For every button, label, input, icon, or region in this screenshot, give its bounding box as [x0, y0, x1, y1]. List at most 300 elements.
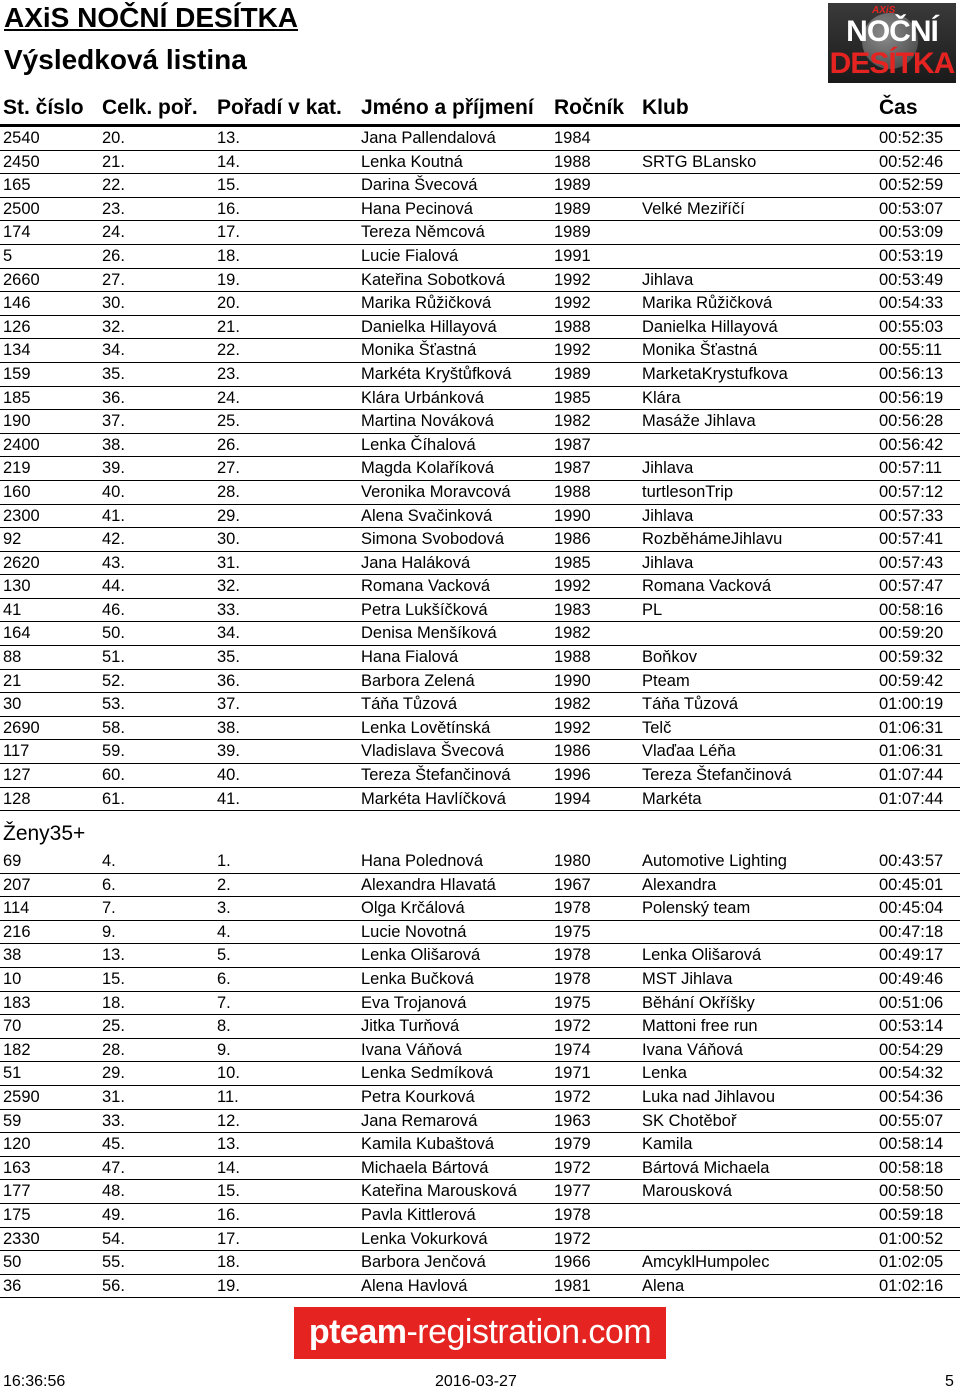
cell-name: Lenka Lovětínská — [361, 718, 491, 737]
cell-club: Jihlava — [642, 506, 694, 525]
cell-overall-rank: 18. — [102, 993, 125, 1012]
header-bib: St. číslo — [3, 96, 84, 119]
cell-overall-rank: 45. — [102, 1135, 125, 1154]
cell-bib: 59 — [3, 1111, 22, 1130]
cell-name: Martina Nováková — [361, 412, 494, 431]
cell-time: 00:57:41 — [879, 530, 944, 549]
cell-category-rank: 39. — [217, 742, 240, 761]
cell-overall-rank: 44. — [102, 577, 125, 596]
table-row — [0, 127, 960, 151]
cell-overall-rank: 52. — [102, 671, 125, 690]
cell-bib: 41 — [3, 600, 22, 619]
cell-overall-rank: 30. — [102, 294, 125, 313]
cell-category-rank: 37. — [217, 695, 240, 714]
cell-time: 00:58:18 — [879, 1158, 944, 1177]
cell-name: Olga Krčálová — [361, 899, 465, 918]
table-row — [0, 850, 960, 874]
cell-year: 1989 — [554, 223, 591, 242]
cell-category-rank: 14. — [217, 152, 240, 171]
cell-bib: 2400 — [3, 435, 40, 454]
cell-club: Lenka Olišarová — [642, 946, 762, 965]
cell-year: 1994 — [554, 789, 591, 808]
cell-club: turtlesonTrip — [642, 482, 734, 501]
cell-name: Hana Pecinová — [361, 199, 473, 218]
cell-name: Michaela Bártová — [361, 1158, 489, 1177]
table-row — [0, 174, 960, 198]
cell-time: 01:07:44 — [879, 789, 944, 808]
cell-bib: 159 — [3, 364, 31, 383]
cell-time: 01:07:44 — [879, 766, 944, 785]
cell-year: 1972 — [554, 1087, 591, 1106]
cell-time: 00:55:07 — [879, 1111, 944, 1130]
cell-year: 1975 — [554, 993, 591, 1012]
cell-year: 1991 — [554, 246, 591, 265]
cell-time: 00:52:46 — [879, 152, 944, 171]
cell-club: Ivana Váňová — [642, 1040, 743, 1059]
table-row — [0, 410, 960, 434]
cell-overall-rank: 23. — [102, 199, 125, 218]
cell-name: Klára Urbánková — [361, 388, 484, 407]
cell-year: 1979 — [554, 1135, 591, 1154]
cell-club: Velké Meziříčí — [642, 199, 745, 218]
cell-club: MarketaKrystufkova — [642, 364, 788, 383]
cell-year: 1989 — [554, 364, 591, 383]
cell-category-rank: 27. — [217, 459, 240, 478]
cell-overall-rank: 15. — [102, 969, 125, 988]
cell-club: Táňa Tůzová — [642, 695, 739, 714]
cell-name: Kamila Kubaštová — [361, 1135, 494, 1154]
cell-bib: 175 — [3, 1205, 31, 1224]
cell-overall-rank: 46. — [102, 600, 125, 619]
cell-time: 00:58:50 — [879, 1182, 944, 1201]
cell-category-rank: 17. — [217, 223, 240, 242]
header-overall-rank: Celk. poř. — [102, 96, 198, 119]
cell-category-rank: 16. — [217, 1205, 240, 1224]
table-row — [0, 552, 960, 576]
cell-club: Monika Šťastná — [642, 341, 758, 360]
cell-club: Bártová Michaela — [642, 1158, 770, 1177]
cell-category-rank: 35. — [217, 648, 240, 667]
cell-name: Lenka Olišarová — [361, 946, 481, 965]
document-subtitle: Výsledková listina — [4, 44, 247, 75]
cell-category-rank: 29. — [217, 506, 240, 525]
cell-category-rank: 21. — [217, 317, 240, 336]
cell-overall-rank: 4. — [102, 852, 116, 870]
category-heading: Ženy35+ — [3, 822, 86, 845]
cell-overall-rank: 60. — [102, 766, 125, 785]
cell-year: 1963 — [554, 1111, 591, 1130]
table-row — [0, 1157, 960, 1181]
cell-bib: 2660 — [3, 270, 40, 289]
cell-category-rank: 34. — [217, 624, 240, 643]
cell-time: 00:55:11 — [879, 341, 943, 360]
cell-category-rank: 4. — [217, 922, 231, 941]
cell-year: 1989 — [554, 199, 591, 218]
cell-club: Pteam — [642, 671, 690, 690]
table-row — [0, 1251, 960, 1275]
cell-bib: 134 — [3, 341, 31, 360]
cell-club: Masáže Jihlava — [642, 412, 756, 431]
cell-name: Darina Švecová — [361, 176, 478, 195]
cell-time: 00:59:20 — [879, 624, 944, 643]
cell-year: 1987 — [554, 435, 591, 454]
cell-category-rank: 26. — [217, 435, 240, 454]
cell-name: Pavla Kittlerová — [361, 1205, 476, 1224]
cell-overall-rank: 33. — [102, 1111, 125, 1130]
cell-name: Petra Kourková — [361, 1087, 475, 1106]
cell-year: 1989 — [554, 176, 591, 195]
cell-year: 1972 — [554, 1229, 591, 1248]
cell-year: 1972 — [554, 1158, 591, 1177]
cell-club: Tereza Štefančinová — [642, 766, 792, 785]
cell-name: Veronika Moravcová — [361, 482, 511, 501]
cell-time: 00:52:59 — [879, 176, 944, 195]
cell-club: PL — [642, 600, 663, 619]
cell-name: Lenka Sedmíková — [361, 1064, 494, 1083]
cell-overall-rank: 51. — [102, 648, 125, 667]
cell-category-rank: 19. — [217, 1276, 240, 1295]
cell-bib: 21 — [3, 671, 22, 690]
cell-bib: 88 — [3, 648, 22, 667]
cell-category-rank: 38. — [217, 718, 240, 737]
cell-name: Monika Šťastná — [361, 341, 477, 360]
cell-name: Jitka Turňová — [361, 1017, 460, 1036]
cell-time: 00:57:43 — [879, 553, 944, 572]
cell-time: 01:00:52 — [879, 1229, 944, 1248]
table-row — [0, 221, 960, 245]
cell-overall-rank: 59. — [102, 742, 125, 761]
table-row — [0, 599, 960, 623]
cell-time: 00:53:07 — [879, 199, 944, 218]
cell-year: 1996 — [554, 766, 591, 785]
cell-bib: 127 — [3, 766, 31, 785]
banner-domain: -registration.com — [406, 1313, 652, 1351]
cell-year: 1972 — [554, 1017, 591, 1036]
cell-bib: 128 — [3, 789, 31, 808]
cell-year: 1987 — [554, 459, 591, 478]
table-row — [0, 198, 960, 222]
cell-year: 1967 — [554, 875, 591, 894]
cell-overall-rank: 43. — [102, 553, 125, 572]
cell-year: 1983 — [554, 600, 591, 619]
cell-name: Lucie Fialová — [361, 246, 459, 265]
cell-year: 1992 — [554, 718, 591, 737]
cell-time: 00:49:46 — [879, 969, 944, 988]
cell-year: 1981 — [554, 1276, 591, 1295]
cell-name: Táňa Tůzová — [361, 695, 458, 714]
cell-club: Marika Růžičková — [642, 294, 773, 313]
cell-category-rank: 19. — [217, 270, 240, 289]
cell-category-rank: 33. — [217, 600, 240, 619]
table-row — [0, 622, 960, 646]
cell-name: Markéta Kryštůfková — [361, 364, 512, 383]
cell-overall-rank: 53. — [102, 695, 125, 714]
cell-bib: 219 — [3, 459, 31, 478]
table-row — [0, 874, 960, 898]
cell-category-rank: 31. — [217, 553, 240, 572]
cell-overall-rank: 47. — [102, 1158, 125, 1177]
cell-overall-rank: 29. — [102, 1064, 125, 1083]
cell-club: Alena — [642, 1276, 685, 1295]
cell-category-rank: 7. — [217, 993, 231, 1012]
cell-time: 00:49:17 — [879, 946, 944, 965]
cell-category-rank: 24. — [217, 388, 240, 407]
cell-club: Jihlava — [642, 459, 694, 478]
cell-year: 1978 — [554, 969, 591, 988]
cell-overall-rank: 39. — [102, 459, 125, 478]
cell-year: 1977 — [554, 1182, 591, 1201]
cell-overall-rank: 7. — [102, 899, 116, 918]
cell-name: Lenka Bučková — [361, 969, 474, 988]
cell-year: 1990 — [554, 506, 591, 525]
cell-club: SRTG BLansko — [642, 152, 757, 171]
cell-year: 1978 — [554, 1205, 591, 1224]
cell-name: Jana Pallendalová — [361, 129, 496, 147]
cell-overall-rank: 42. — [102, 530, 125, 549]
cell-category-rank: 16. — [217, 199, 240, 218]
table-row — [0, 1180, 960, 1204]
cell-year: 1982 — [554, 695, 591, 714]
cell-name: Petra Lukšíčková — [361, 600, 488, 619]
registration-banner — [294, 1307, 666, 1359]
cell-time: 00:47:18 — [879, 922, 944, 941]
cell-overall-rank: 31. — [102, 1087, 125, 1106]
cell-overall-rank: 56. — [102, 1276, 125, 1295]
banner-brand: pteam — [308, 1313, 407, 1351]
table-row — [0, 269, 960, 293]
cell-name: Magda Kolaříková — [361, 459, 494, 478]
cell-name: Hana Polednová — [361, 852, 484, 870]
cell-name: Lenka Číhalová — [361, 435, 476, 454]
cell-bib: 69 — [3, 852, 22, 870]
cell-time: 00:43:57 — [879, 852, 944, 870]
cell-time: 00:54:29 — [879, 1040, 944, 1059]
cell-bib: 182 — [3, 1040, 31, 1059]
cell-year: 1974 — [554, 1040, 591, 1059]
table-row — [0, 1110, 960, 1134]
cell-name: Vladislava Švecová — [361, 742, 505, 761]
cell-time: 00:58:16 — [879, 600, 944, 619]
cell-club: Automotive Lighting — [642, 852, 787, 870]
table-row — [0, 1275, 960, 1299]
table-row — [0, 387, 960, 411]
cell-name: Kateřina Sobotková — [361, 270, 506, 289]
cell-year: 1984 — [554, 129, 591, 147]
cell-club: Běhání Okříšky — [642, 993, 755, 1012]
cell-bib: 207 — [3, 875, 31, 894]
cell-time: 00:56:28 — [879, 412, 944, 431]
cell-time: 00:59:32 — [879, 648, 944, 667]
table-row — [0, 944, 960, 968]
cell-name: Marika Růžičková — [361, 294, 492, 313]
cell-name: Alena Svačinková — [361, 506, 493, 525]
table-row — [0, 457, 960, 481]
cell-bib: 50 — [3, 1253, 22, 1272]
cell-bib: 190 — [3, 412, 31, 431]
cell-name: Simona Svobodová — [361, 530, 505, 549]
cell-overall-rank: 24. — [102, 223, 125, 242]
header-time: Čas — [879, 96, 918, 119]
cell-time: 00:57:33 — [879, 506, 944, 525]
cell-overall-rank: 32. — [102, 317, 125, 336]
cell-club: Lenka — [642, 1064, 687, 1083]
cell-time: 00:54:33 — [879, 294, 944, 313]
cell-bib: 2500 — [3, 199, 40, 218]
table-row — [0, 339, 960, 363]
cell-overall-rank: 35. — [102, 364, 125, 383]
cell-name: Danielka Hillayová — [361, 317, 497, 336]
table-row — [0, 693, 960, 717]
cell-category-rank: 9. — [217, 1040, 231, 1059]
cell-category-rank: 23. — [217, 364, 240, 383]
cell-club: Vlaďaa Léňa — [642, 742, 736, 761]
cell-category-rank: 6. — [217, 969, 231, 988]
cell-bib: 10 — [3, 969, 22, 988]
cell-overall-rank: 37. — [102, 412, 125, 431]
cell-overall-rank: 40. — [102, 482, 125, 501]
cell-time: 01:00:19 — [879, 695, 944, 714]
cell-bib: 2590 — [3, 1087, 40, 1106]
table-row — [0, 717, 960, 741]
cell-overall-rank: 58. — [102, 718, 125, 737]
table-row — [0, 788, 960, 812]
cell-year: 1985 — [554, 553, 591, 572]
cell-name: Alena Havlová — [361, 1276, 468, 1295]
cell-category-rank: 18. — [217, 1253, 240, 1272]
cell-category-rank: 22. — [217, 341, 240, 360]
logo-line-1: NOČNÍ — [846, 15, 938, 48]
table-row — [0, 1228, 960, 1252]
cell-club: SK Chotěboř — [642, 1111, 737, 1130]
cell-year: 1985 — [554, 388, 591, 407]
cell-bib: 174 — [3, 223, 31, 242]
cell-time: 00:57:47 — [879, 577, 944, 596]
cell-bib: 38 — [3, 946, 22, 965]
cell-club: Alexandra — [642, 875, 717, 894]
cell-overall-rank: 50. — [102, 624, 125, 643]
cell-name: Lenka Koutná — [361, 152, 463, 171]
table-row — [0, 1015, 960, 1039]
cell-year: 1975 — [554, 922, 591, 941]
table-row — [0, 968, 960, 992]
cell-time: 00:56:19 — [879, 388, 944, 407]
cell-time: 01:06:31 — [879, 718, 944, 737]
cell-bib: 177 — [3, 1182, 31, 1201]
cell-name: Tereza Štefančinová — [361, 766, 511, 785]
table-row — [0, 481, 960, 505]
cell-name: Ivana Váňová — [361, 1040, 462, 1059]
cell-bib: 185 — [3, 388, 31, 407]
results-table-women — [0, 127, 960, 811]
cell-name: Jana Haláková — [361, 553, 471, 572]
cell-overall-rank: 41. — [102, 506, 125, 525]
cell-club: Polenský team — [642, 899, 751, 918]
table-row — [0, 740, 960, 764]
cell-club: Mattoni free run — [642, 1017, 758, 1036]
cell-bib: 2690 — [3, 718, 40, 737]
cell-overall-rank: 48. — [102, 1182, 125, 1201]
cell-year: 1980 — [554, 852, 591, 870]
table-row — [0, 1086, 960, 1110]
cell-overall-rank: 6. — [102, 875, 116, 894]
cell-time: 00:53:09 — [879, 223, 944, 242]
event-logo — [828, 3, 956, 83]
table-row — [0, 670, 960, 694]
cell-bib: 165 — [3, 176, 31, 195]
cell-club: Markéta — [642, 789, 702, 808]
cell-overall-rank: 22. — [102, 176, 125, 195]
cell-bib: 114 — [3, 899, 30, 918]
logo-line-2: DESÍTKA — [829, 47, 955, 80]
cell-time: 00:59:18 — [879, 1205, 944, 1224]
cell-year: 1990 — [554, 671, 591, 690]
cell-club: Jihlava — [642, 553, 694, 572]
cell-year: 1966 — [554, 1253, 591, 1272]
cell-club: Jihlava — [642, 270, 694, 289]
cell-bib: 146 — [3, 294, 31, 313]
cell-year: 1986 — [554, 742, 591, 761]
cell-category-rank: 13. — [217, 1135, 240, 1154]
cell-overall-rank: 28. — [102, 1040, 125, 1059]
cell-time: 00:45:01 — [879, 875, 944, 894]
cell-time: 01:06:31 — [879, 742, 944, 761]
cell-club: Kamila — [642, 1135, 693, 1154]
cell-club: AmcyklHumpolec — [642, 1253, 770, 1272]
cell-bib: 160 — [3, 482, 31, 501]
cell-bib: 120 — [3, 1135, 31, 1154]
cell-bib: 216 — [3, 922, 31, 941]
cell-name: Kateřina Marousková — [361, 1182, 517, 1201]
cell-overall-rank: 49. — [102, 1205, 125, 1224]
cell-name: Lenka Vokurková — [361, 1229, 488, 1248]
cell-year: 1982 — [554, 624, 591, 643]
cell-overall-rank: 27. — [102, 270, 125, 289]
cell-bib: 92 — [3, 530, 22, 549]
table-row — [0, 764, 960, 788]
cell-name: Markéta Havlíčková — [361, 789, 506, 808]
cell-name: Hana Fialová — [361, 648, 459, 667]
cell-category-rank: 2. — [217, 875, 231, 894]
cell-category-rank: 8. — [217, 1017, 231, 1036]
table-row — [0, 363, 960, 387]
cell-year: 1982 — [554, 412, 591, 431]
table-row — [0, 434, 960, 458]
table-row — [0, 575, 960, 599]
cell-club: MST Jihlava — [642, 969, 733, 988]
cell-time: 01:02:16 — [879, 1276, 944, 1295]
logo-brand: AXiS — [872, 5, 896, 16]
cell-name: Eva Trojanová — [361, 993, 467, 1012]
cell-year: 1978 — [554, 899, 591, 918]
cell-category-rank: 15. — [217, 1182, 240, 1201]
cell-club: Luka nad Jihlavou — [642, 1087, 776, 1106]
cell-time: 00:53:49 — [879, 270, 944, 289]
cell-time: 00:56:42 — [879, 435, 944, 454]
results-table-women-35 — [0, 850, 960, 1298]
cell-overall-rank: 9. — [102, 922, 116, 941]
cell-category-rank: 3. — [217, 899, 231, 918]
cell-time: 00:58:14 — [879, 1135, 944, 1154]
cell-category-rank: 32. — [217, 577, 240, 596]
cell-time: 00:55:03 — [879, 317, 944, 336]
footer-page-number: 5 — [945, 1373, 954, 1390]
table-row — [0, 505, 960, 529]
header-category-rank: Pořadí v kat. — [217, 96, 342, 119]
cell-bib: 183 — [3, 993, 31, 1012]
cell-category-rank: 13. — [217, 129, 240, 147]
header-club: Klub — [642, 96, 689, 119]
cell-bib: 36 — [3, 1276, 22, 1295]
